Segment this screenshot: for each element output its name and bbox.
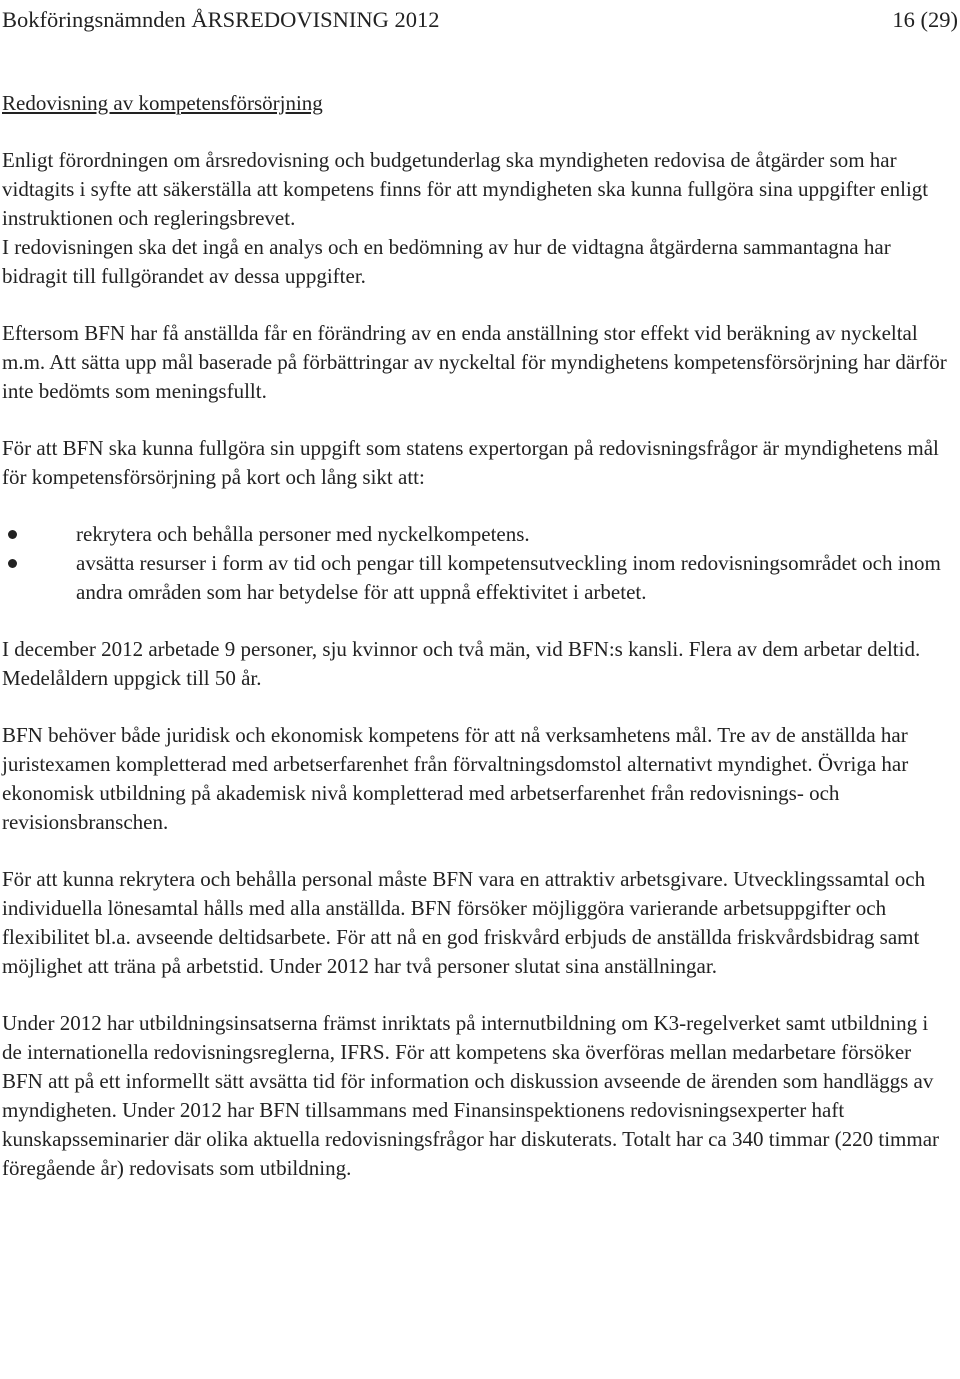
list-item — [2, 520, 952, 549]
page-header — [0, 4, 960, 36]
paragraph-key-figures: Eftersom BFN har få anställda får en förändring av en enda anställning stor effekt vid beräkning av nyckeltal m.m. Att sätta upp mål baserade på förbättringar av nyckeltal för myndighetens kompetensförsörjning har därför inte bedömts som meningsfullt. — [2, 321, 947, 403]
paragraph-employer: För att kunna rekrytera och behålla personal måste BFN vara en attraktiv arbetsgivare. Utvecklingssamtal och individuella lönesamtal hålls med alla anställda. BFN försöker möjliggöra varierande arbetsuppgifter och flexibilitet bl.a. avseende deltidsarbete. För att nå en god friskvård erbjuds de anställda friskvårdsbidrag samt möjlighet att träna på arbetstid. Under 2012 har två personer slutat sina anställningar. — [2, 867, 926, 978]
bullet-icon — [8, 530, 17, 539]
list-item — [2, 549, 952, 607]
paragraph-regulation: Enligt förordningen om årsredovisning och budgetunderlag ska myndigheten redovisa de åtgärder som har vidtagits i syfte att säkerställa att kompetens finns för att myndigheten ska kunna fullgöra sina uppgifter enligt instruktionen och regleringsbrevet. — [2, 148, 929, 230]
document-title: Bokföringsnämnden ÅRSREDOVISNING 2012 — [2, 7, 440, 32]
paragraph-training: Under 2012 har utbildningsinsatserna främst inriktats på internutbildning om K3-regelverket samt utbildning i de internationella redovisningsreglerna, IFRS. För att kompetens ska överföras mellan medarbetare försöker BFN att på ett informellt sätt avsätta tid för information och diskussion avseende de ärenden som handläggs av myndigheten. Under 2012 har BFN tillsammans med Finansinspektionens redovisningsexperter haft kunskapsseminarier där olika aktuella redovisningsfrågor har diskuterats. Totalt har ca 340 timmar (220 timmar föregående år) redovisats som utbildning. — [2, 1011, 940, 1180]
bullet-icon — [8, 559, 17, 568]
document-body — [2, 89, 952, 1211]
paragraph-goals-intro: För att BFN ska kunna fullgöra sin uppgift som statens expertorgan på redovisningsfrågor är myndighetens mål för kompetensförsörjning på kort och lång sikt att: — [2, 436, 939, 489]
section-heading: Redovisning av kompetensförsörjning — [2, 91, 323, 115]
paragraph-staff: I december 2012 arbetade 9 personer, sju kvinnor och två män, vid BFN:s kansli. Flera av dem arbetar deltid. Medelåldern uppgick till 50 år. — [2, 637, 921, 690]
paragraph-analysis: I redovisningen ska det ingå en analys och en bedömning av hur de vidtagna åtgärderna sammantagna har bidragit till fullgörandet av dessa uppgifter. — [2, 235, 891, 288]
page-number: 16 (29) — [892, 7, 958, 32]
paragraph-competence: BFN behöver både juridisk och ekonomisk kompetens för att nå verksamhetens mål. Tre av de anställda har juristexamen kompletterad med arbetserfarenhet från förvaltningsdomstol alternativt myndighet. Övriga har ekonomisk utbildning på akademisk nivå kompletterad med arbetserfarenhet från redovisnings- och revisionsbranschen. — [2, 723, 909, 834]
list-item-text: avsätta resurser i form av tid och pengar till kompetensutveckling inom redovisningsområdet och inom andra områden som har betydelse för att uppnå effektivitet i arbetet. — [76, 551, 941, 604]
list-item-text: rekrytera och behålla personer med nyckelkompetens. — [76, 522, 530, 546]
goals-list — [2, 520, 952, 607]
